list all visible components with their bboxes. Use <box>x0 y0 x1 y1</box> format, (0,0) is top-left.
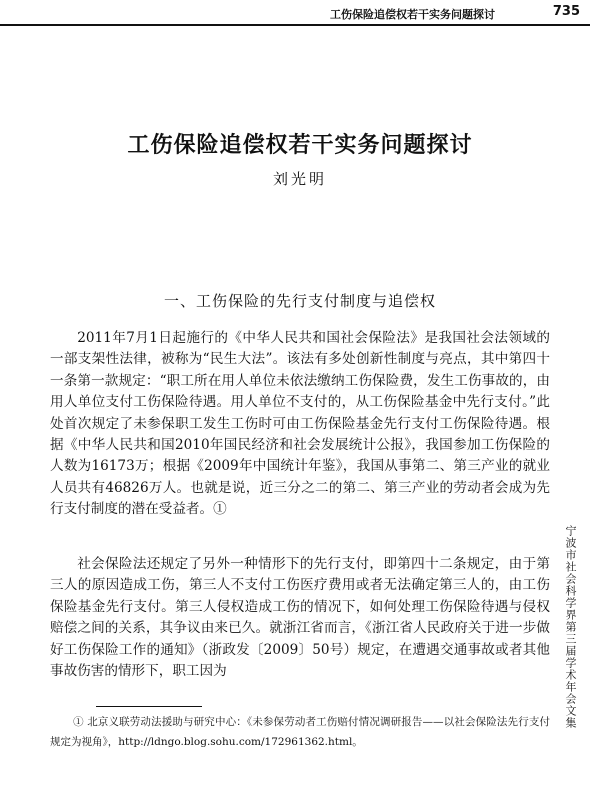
body-paragraph-1: 2011年7月1日起施行的《中华人民共和国社会保险法》是我国社会法领域的一部支架性法律，被称为“民生大法”。该法有多处创新性制度与亮点，其中第四十一条第一款规定：“职工所在用人单位未依法缴纳工伤保险费，发生工伤事故的，由用人单位支付工伤保险待遇。用人单位不支付的，从工伤保险基金中先行支付。”此处首次规定了未参保职工发生工伤时可由工伤保险基金先行支付工伤保险待遇。根据《中华人民共和国2010年国民经济和社会发展统计公报》，我国参加工伤保险的人数为16173万；根据《2009年中国统计年鉴》，我国从事第二、第三产业的就业人员共有46826万人。也就是说，近三分之二的第二、第三产业的劳动者会成为先行支付制度的潜在受益者。① <box>50 330 550 518</box>
section-heading: 一、工伤保险的先行支付制度与追偿权 <box>163 292 436 310</box>
side-caption: 宁波市社会科学界第三届学术年会文集 <box>564 525 577 729</box>
running-header-title: 工伤保险追偿权若干实务问题探讨 <box>330 8 495 21</box>
article-title: 工伤保险追偿权若干实务问题探讨 <box>127 132 473 158</box>
footnote: ① 北京义联劳动法援助与研究中心：《未参保劳动者工伤赔付情况调研报告——以社会保险法先行支付规定为视角》，http://ldngo.blog.sohu.com/172961362.html。 <box>50 716 550 748</box>
running-header <box>330 6 580 22</box>
footnote-rule <box>96 706 202 707</box>
header-rule <box>0 24 590 26</box>
body-paragraph-2: 社会保险法还规定了另外一种情形下的先行支付，即第四十二条规定，由于第三人的原因造成工伤，第三人不支付工伤医疗费用或者无法确定第三人的，由工伤保险基金先行支付。第三人侵权造成工伤的情况下，如何处理工伤保险待遇与侵权赔偿之间的关系，其争议由来已久。就浙江省而言，《浙江省人民政府关于进一步做好工伤保险工作的通知》（浙政发〔2009〕50号）规定，在遭遇交通事故或者其他事故伤害的情形下，职工因为 <box>50 556 550 680</box>
page-number: 735 <box>552 4 580 19</box>
article-author: 刘光明 <box>272 170 327 188</box>
